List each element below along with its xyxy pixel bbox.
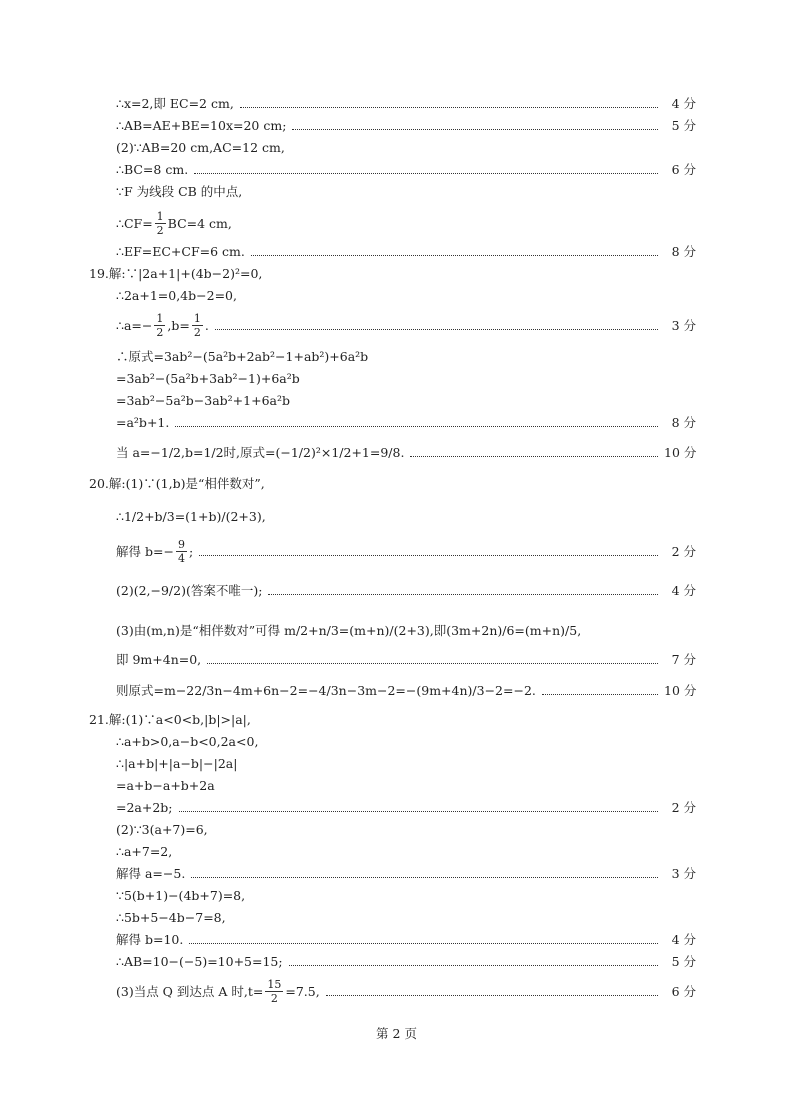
fraction-denominator: 2 xyxy=(156,325,164,339)
fraction-denominator: 2 xyxy=(193,325,201,339)
line-text: ∴2a+1=0,4b−2=0, xyxy=(116,287,237,303)
line-text: =3ab²−5a²b−3ab²+1+6a²b xyxy=(116,392,290,408)
line-text: ∴AB=AE+BE=10x=20 cm; xyxy=(116,117,287,133)
solution-line xyxy=(116,884,696,906)
line-text: ∴BC=8 cm. xyxy=(116,161,189,177)
line-text: 即 9m+4n=0, xyxy=(116,652,202,667)
line-text: 19.解:∵|2a+1|+(4b−2)²=0, xyxy=(89,266,263,281)
dot-leader xyxy=(175,426,658,427)
score-label: 5 分 xyxy=(671,118,696,133)
fraction-numerator: 9 xyxy=(177,537,185,551)
solution-line xyxy=(116,840,696,862)
line-text-mid: ,b= xyxy=(167,317,190,333)
score-label: 10 分 xyxy=(664,683,697,698)
line-text: 21.解:(1)∵a<0<b,|b|>|a|, xyxy=(89,712,251,727)
solution-line xyxy=(116,240,696,262)
solution-line xyxy=(116,976,696,1006)
fraction xyxy=(155,210,166,237)
fraction-denominator: 2 xyxy=(270,991,278,1005)
solution-line xyxy=(116,774,696,796)
solution-line xyxy=(116,208,696,238)
line-text-post: =7.5, xyxy=(285,983,320,999)
line-text: (2)∵AB=20 cm,AC=12 cm, xyxy=(116,139,285,155)
solution-line xyxy=(116,92,696,114)
line-text: ∴1/2+b/3=(1+b)/(2+3), xyxy=(116,508,266,524)
fraction-denominator: 4 xyxy=(177,551,185,565)
dot-leader xyxy=(542,694,658,695)
fraction xyxy=(154,312,165,339)
fraction-numerator: 1 xyxy=(193,311,201,325)
fraction-denominator: 2 xyxy=(156,223,164,237)
line-text: 解得 b=10. xyxy=(116,932,184,947)
solution-line xyxy=(116,310,696,340)
line-text: 解得 a=−5. xyxy=(116,866,186,881)
line-text-pre: ∴a=− xyxy=(116,317,153,333)
dot-leader xyxy=(289,965,658,966)
line-text-post: ; xyxy=(188,543,194,559)
solution-line xyxy=(116,676,696,704)
score-label: 6 分 xyxy=(671,162,696,177)
line-text-pre: (3)当点 Q 到达点 A 时,t= xyxy=(116,984,264,999)
question-line xyxy=(89,262,696,284)
solution-line xyxy=(116,796,696,818)
question-line xyxy=(89,708,696,730)
solution-line xyxy=(116,114,696,136)
dot-leader xyxy=(251,255,658,256)
solution-line xyxy=(116,180,696,202)
solution-line xyxy=(116,158,696,180)
line-text: 当 a=−1/2,b=1/2时,原式=(−1/2)²×1/2+1=9/8. xyxy=(116,445,405,460)
score-label: 3 分 xyxy=(671,866,696,881)
solution-line xyxy=(116,136,696,158)
score-label: 6 分 xyxy=(671,984,696,999)
line-text: ∴5b+5−4b−7=8, xyxy=(116,909,226,925)
solution-line xyxy=(116,928,696,950)
solution-line xyxy=(116,648,696,670)
line-text: ∴|a+b|+|a−b|−|2a| xyxy=(116,755,238,771)
fraction-numerator: 1 xyxy=(156,311,164,325)
dot-leader xyxy=(268,594,658,595)
dot-leader xyxy=(326,995,658,996)
page-number: 第 2 页 xyxy=(376,1026,417,1041)
solution-line xyxy=(116,536,696,566)
line-text: ∴a+b>0,a−b<0,2a<0, xyxy=(116,733,259,749)
question-line xyxy=(89,472,696,494)
solution-line xyxy=(116,367,696,389)
line-text: 20.解:(1)∵(1,b)是“相伴数对”, xyxy=(89,476,265,491)
solution-line xyxy=(116,502,696,530)
line-text: =2a+2b; xyxy=(116,799,173,815)
score-label: 10 分 xyxy=(664,445,697,460)
line-text-pre: ∴CF= xyxy=(116,215,153,231)
dot-leader xyxy=(189,943,658,944)
line-text: ∴EF=EC+CF=6 cm. xyxy=(116,243,245,259)
solution-line xyxy=(116,616,696,644)
score-label: 8 分 xyxy=(671,244,696,259)
line-text: =a+b−a+b+2a xyxy=(116,777,215,793)
solution-line xyxy=(116,345,696,367)
line-text: (3)由(m,n)是“相伴数对”可得 m/2+n/3=(m+n)/(2+3),即(3m+2n)/6=(m+n)/5, xyxy=(116,623,582,638)
line-text: ∴AB=10−(−5)=10+5=15; xyxy=(116,953,283,969)
dot-leader xyxy=(207,663,658,664)
line-text-post: . xyxy=(204,317,209,333)
line-text: =a²b+1. xyxy=(116,414,170,430)
line-text: (2)(2,−9/2)(答案不唯一); xyxy=(116,583,263,598)
score-label: 4 分 xyxy=(671,96,696,111)
score-label: 7 分 xyxy=(671,652,696,667)
solution-line xyxy=(116,906,696,928)
dot-leader xyxy=(240,107,658,108)
solution-line xyxy=(116,730,696,752)
fraction xyxy=(265,978,283,1005)
line-text xyxy=(116,978,320,1005)
line-text: ∴x=2,即 EC=2 cm, xyxy=(116,96,234,111)
dot-leader xyxy=(191,877,658,878)
line-text: ∴a+7=2, xyxy=(116,843,173,859)
dot-leader xyxy=(179,811,658,812)
score-label: 2 分 xyxy=(671,800,696,815)
line-text: ∴原式=3ab²−(5a²b+2ab²−1+ab²)+6a²b xyxy=(116,349,369,364)
solution-line xyxy=(116,862,696,884)
dot-leader xyxy=(215,329,658,330)
fraction-numerator: 15 xyxy=(267,977,282,991)
score-label: 2 分 xyxy=(671,544,696,559)
score-label: 3 分 xyxy=(671,318,696,333)
score-label: 4 分 xyxy=(671,932,696,947)
dot-leader xyxy=(410,456,658,457)
dot-leader xyxy=(199,555,658,556)
solution-line xyxy=(116,950,696,972)
line-text-pre: 解得 b=− xyxy=(116,544,174,559)
score-label: 4 分 xyxy=(671,583,696,598)
fraction xyxy=(192,312,203,339)
dot-leader xyxy=(194,173,658,174)
line-text: ∵5(b+1)−(4b+7)=8, xyxy=(116,887,246,903)
fraction xyxy=(176,538,187,565)
solution-line xyxy=(116,411,696,433)
score-label: 5 分 xyxy=(671,954,696,969)
solution-line xyxy=(116,389,696,411)
solution-line xyxy=(116,818,696,840)
solution-line xyxy=(116,284,696,306)
line-text xyxy=(116,210,232,237)
line-text: (2)∵3(a+7)=6, xyxy=(116,821,208,837)
line-text-post: BC=4 cm, xyxy=(167,215,232,231)
dot-leader xyxy=(292,129,658,130)
line-text xyxy=(116,538,193,565)
solution-line xyxy=(116,438,696,466)
line-text xyxy=(116,312,209,339)
line-text: =3ab²−(5a²b+3ab²−1)+6a²b xyxy=(116,370,300,386)
fraction-numerator: 1 xyxy=(156,209,164,223)
solution-line xyxy=(116,576,696,604)
line-text: 则原式=m−22/3n−4m+6n−2=−4/3n−3m−2=−(9m+4n)/3−2=−2. xyxy=(116,683,536,698)
line-text: ∵F 为线段 CB 的中点, xyxy=(116,184,243,199)
score-label: 8 分 xyxy=(671,415,696,430)
solution-line xyxy=(116,752,696,774)
